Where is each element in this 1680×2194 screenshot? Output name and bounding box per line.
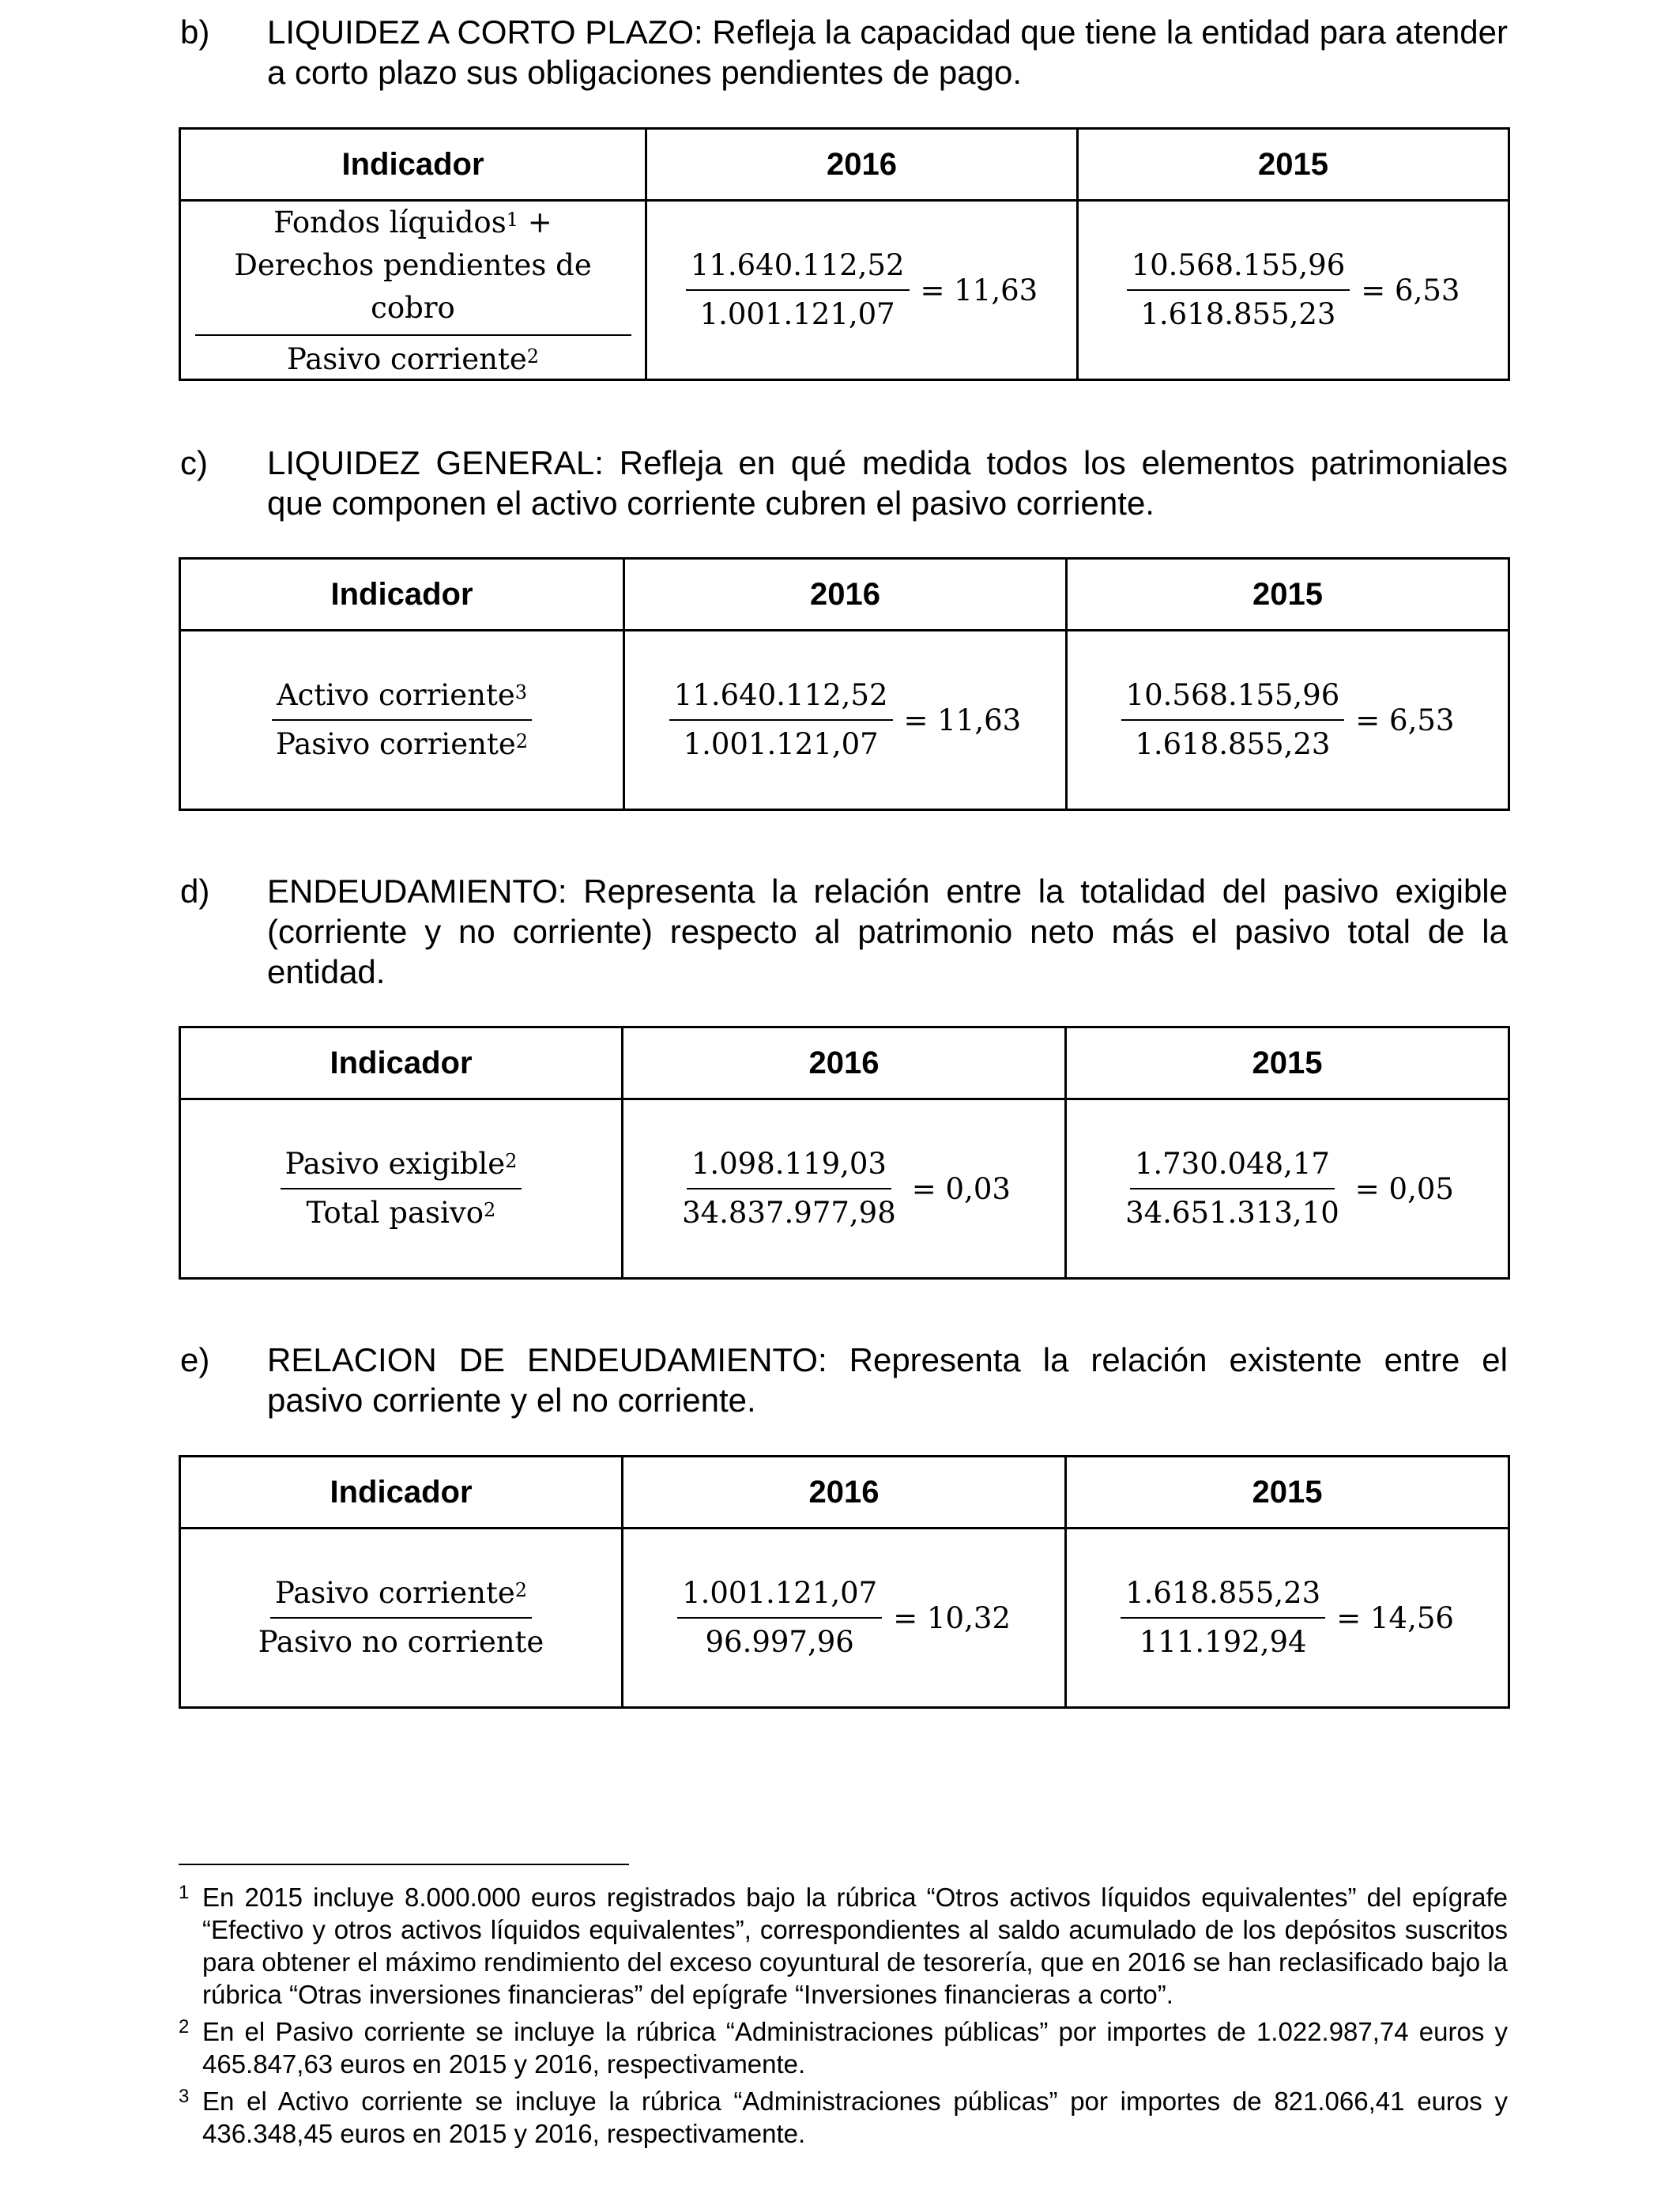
header-year-2015: 2015 (1067, 559, 1509, 631)
header-year-2016: 2016 (646, 129, 1078, 201)
footnote-text: En el Activo corriente se incluye la rúbrica “Administraciones públicas” por importes de 821.066,41 euros y 436.348,45 euros en 2015 y 2016, respectivamente. (202, 2087, 1508, 2148)
header-indicator: Indicador (180, 1457, 623, 1529)
section-e-heading (180, 1340, 1508, 1420)
footnote-1 (179, 1881, 1508, 2011)
footnote-text: En el Pasivo corriente se incluye la rúbrica “Administraciones públicas” por importes de 1.022.987,74 euros y 465.847,63 euros en 2015 y 2016, respectivamente. (202, 2017, 1508, 2079)
header-indicator: Indicador (180, 559, 624, 631)
section-description: RELACION DE ENDEUDAMIENTO: Representa la relación existente entre el pasivo corriente y el no corriente. (267, 1341, 1508, 1419)
footnote-mark: 3 (179, 2086, 190, 2107)
value-2016: $\frac{11.640.112,52}{1.001.121,07}$ = 11,63 (646, 201, 1078, 380)
value-2016: $\frac{1.001.121,07}{96.997,96}$ = 10,32 (623, 1529, 1066, 1708)
section-letter: d) (180, 873, 210, 910)
indicator-formula: $\frac{Activo corriente^3}{Pasivo corriente^2}$ (180, 631, 624, 810)
indicator-table-e (179, 1455, 1510, 1709)
header-year-2015: 2015 (1066, 1027, 1509, 1099)
indicator-formula: $\frac{Fondos líquidos^1 + Derechos pendientes de cobro}{Pasivo corriente^2}$ (180, 201, 646, 380)
value-2015: $\frac{1.730.048,17}{34.651.313,10}$ = 0,05 (1066, 1099, 1509, 1279)
value-2015: $\frac{10.568.155,96}{1.618.855,23}$ = 6,53 (1078, 201, 1509, 380)
value-2015: $\frac{1.618.855,23}{111.192,94}$ = 14,56 (1066, 1529, 1509, 1708)
footnote-separator (179, 1864, 629, 1865)
indicator-table-d (179, 1026, 1510, 1280)
indicator-table-b (179, 127, 1510, 381)
footnote-mark: 2 (179, 2016, 190, 2038)
section-letter: b) (180, 13, 210, 51)
indicator-table-c (179, 557, 1510, 811)
header-indicator: Indicador (180, 129, 646, 201)
value-2016: $\frac{11.640.112,52}{1.001.121,07}$ = 11,63 (624, 631, 1067, 810)
header-indicator: Indicador (180, 1027, 623, 1099)
section-description: ENDEUDAMIENTO: Representa la relación entre la totalidad del pasivo exigible (corriente y no corriente) respecto al patrimonio neto más el pasivo total de la entidad. (267, 873, 1508, 990)
indicator-formula: $\frac{Pasivo exigible^2}{Total pasivo^2}$ (180, 1099, 623, 1279)
section-letter: e) (180, 1341, 210, 1378)
value-2015: $\frac{10.568.155,96}{1.618.855,23}$ = 6,53 (1067, 631, 1509, 810)
footnotes (179, 1881, 1508, 2154)
indicator-formula: $\frac{Pasivo corriente^2}{\text{Pasivo no corriente}}$ (180, 1529, 623, 1708)
header-year-2016: 2016 (623, 1457, 1066, 1529)
section-letter: c) (180, 444, 208, 481)
header-year-2016: 2016 (623, 1027, 1066, 1099)
section-description: LIQUIDEZ A CORTO PLAZO: Refleja la capacidad que tiene la entidad para atender a corto plazo sus obligaciones pendientes de pago. (267, 13, 1508, 91)
footnote-mark: 1 (179, 1882, 190, 1903)
section-description: LIQUIDEZ GENERAL: Refleja en qué medida todos los elementos patrimoniales que componen el activo corriente cubren el pasivo corriente. (267, 444, 1508, 522)
header-year-2015: 2015 (1078, 129, 1509, 201)
footnote-text: En 2015 incluye 8.000.000 euros registrados bajo la rúbrica “Otros activos líquidos equivalentes” del epígrafe “Efectivo y otros activos líquidos equivalentes”, correspondientes al saldo acumulado de los depósitos suscritos para obtener el máximo rendimiento del exceso coyuntural de tesorería, que en 2016 se han reclasificado bajo la rúbrica “Otras inversiones financieras” del epígrafe “Inversiones financieras a corto”. (202, 1883, 1508, 2009)
value-2016: $\frac{1.098.119,03}{34.837.977,98}$ = 0,03 (623, 1099, 1066, 1279)
footnote-2 (179, 2015, 1508, 2080)
header-year-2016: 2016 (624, 559, 1067, 631)
section-c-heading (180, 443, 1508, 523)
section-d-heading (180, 871, 1508, 992)
header-year-2015: 2015 (1066, 1457, 1509, 1529)
footnote-3 (179, 2085, 1508, 2150)
section-b-heading (180, 12, 1508, 92)
